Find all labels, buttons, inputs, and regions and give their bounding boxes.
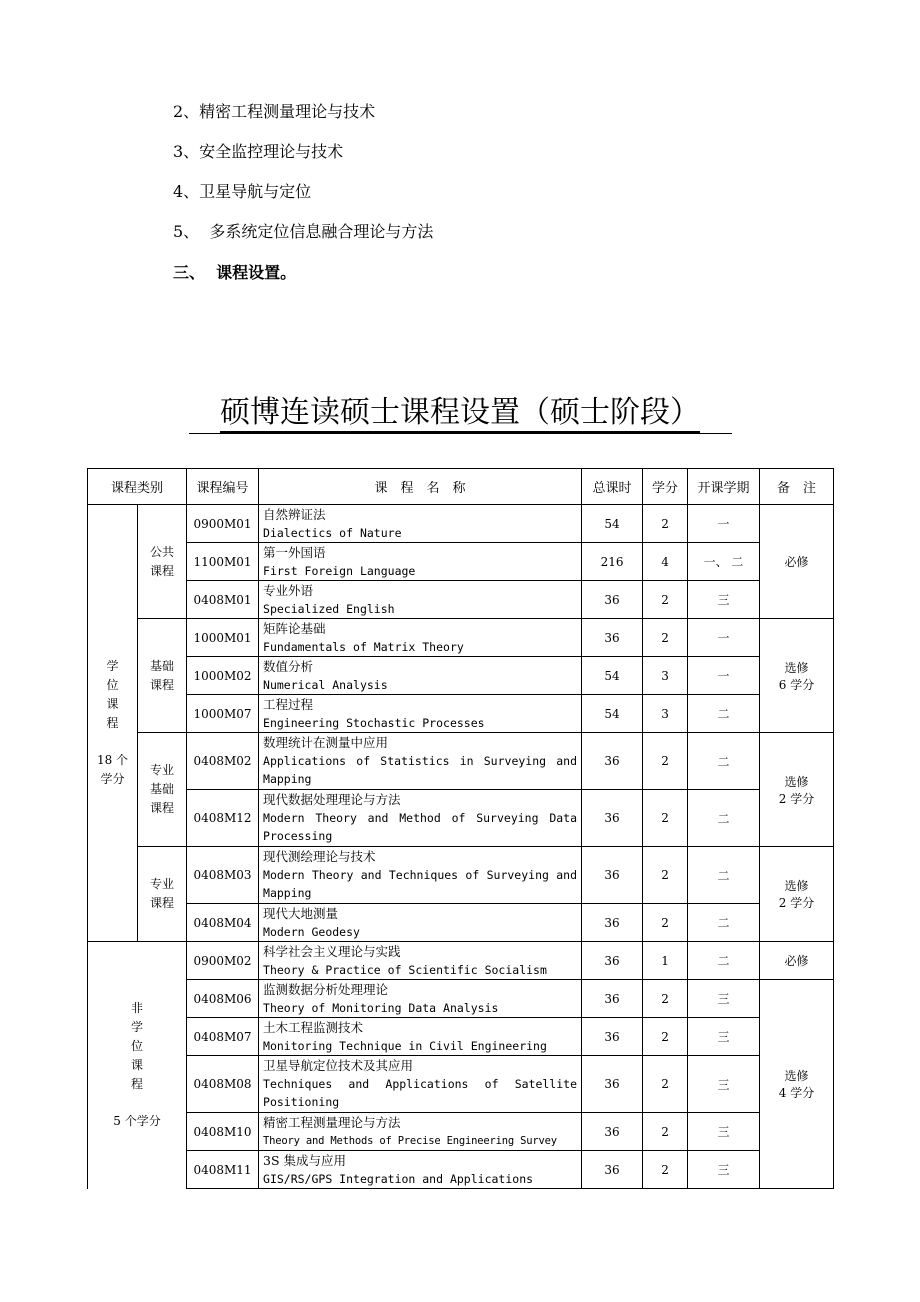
course-code: 0900M01 bbox=[187, 505, 259, 543]
intro-item-4: 4、卫星导航与定位 bbox=[173, 182, 312, 201]
table-row bbox=[88, 1151, 834, 1189]
course-code: 1000M07 bbox=[187, 695, 259, 733]
title-double-underline bbox=[189, 433, 732, 434]
course-credits: 2 bbox=[643, 505, 688, 543]
course-credits: 3 bbox=[643, 695, 688, 733]
course-hours: 36 bbox=[582, 942, 643, 980]
course-credits: 2 bbox=[643, 790, 688, 847]
course-semester: 三 bbox=[688, 1113, 760, 1151]
course-name-en: Applications of Statistics in Surveying and Mapping bbox=[263, 754, 578, 786]
course-name-zh: 工程过程 bbox=[263, 696, 314, 712]
course-name-en: Numerical Analysis bbox=[263, 677, 388, 692]
course-name-zh: 土木工程监测技术 bbox=[263, 1019, 364, 1035]
course-credits: 2 bbox=[643, 980, 688, 1018]
header-semester: 开课学期 bbox=[688, 469, 760, 505]
remark-text: 选修 bbox=[784, 660, 809, 675]
table-row bbox=[88, 543, 834, 581]
course-name-zh: 专业外语 bbox=[263, 582, 314, 598]
course-hours: 36 bbox=[582, 1151, 643, 1189]
remark-elective bbox=[760, 847, 834, 942]
table-title bbox=[0, 392, 920, 434]
course-credits: 3 bbox=[643, 657, 688, 695]
course-name-zh: 数理统计在测量中应用 bbox=[263, 735, 389, 750]
course-name-zh: 精密工程测量理论与方法 bbox=[263, 1114, 401, 1130]
course-semester: 三 bbox=[688, 1018, 760, 1056]
course-hours: 54 bbox=[582, 505, 643, 543]
cat-text: 位 bbox=[131, 1039, 144, 1054]
course-name bbox=[259, 1151, 582, 1189]
cat-text: 学 bbox=[131, 1020, 144, 1035]
course-code: 0408M11 bbox=[187, 1151, 259, 1189]
cat-text: 位 bbox=[106, 678, 119, 692]
course-name-zh: 卫星导航定位技术及其应用 bbox=[263, 1058, 414, 1073]
course-semester: 三 bbox=[688, 1151, 760, 1189]
remark-text: 4 学分 bbox=[778, 1086, 815, 1100]
course-name bbox=[259, 619, 582, 657]
course-name bbox=[259, 790, 582, 847]
course-name bbox=[259, 1018, 582, 1056]
course-name-zh: 监测数据分析处理理论 bbox=[263, 981, 389, 997]
table-row bbox=[88, 619, 834, 657]
course-name-en: Monitoring Technique in Civil Engineering bbox=[263, 1038, 547, 1053]
subcat-text: 基础 bbox=[150, 782, 175, 796]
course-hours: 36 bbox=[582, 581, 643, 619]
course-name-zh: 第一外国语 bbox=[263, 544, 326, 560]
course-hours: 36 bbox=[582, 619, 643, 657]
subcategory-prof-basic bbox=[138, 733, 187, 847]
subcat-text: 公共 bbox=[150, 544, 175, 559]
course-semester: 三 bbox=[688, 581, 760, 619]
subcat-text: 专业 bbox=[150, 877, 175, 891]
course-name-en: GIS/RS/GPS Integration and Applications bbox=[263, 1171, 534, 1186]
remark-elective bbox=[760, 619, 834, 733]
course-hours: 36 bbox=[582, 904, 643, 942]
course-semester: 二 bbox=[688, 790, 760, 847]
course-code: 0408M07 bbox=[187, 1018, 259, 1056]
remark-text: 2 学分 bbox=[778, 896, 815, 910]
course-credits: 1 bbox=[643, 942, 688, 980]
subcat-text: 课程 bbox=[150, 896, 175, 910]
course-name-zh: 科学社会主义理论与实践 bbox=[263, 943, 401, 959]
header-remark: 备 注 bbox=[760, 469, 834, 505]
course-name-zh: 数值分析 bbox=[263, 658, 314, 674]
course-hours: 54 bbox=[582, 695, 643, 733]
cat-text: 程 bbox=[106, 716, 119, 730]
course-name-en: Techniques and Applications of Satellite Positioning bbox=[263, 1077, 578, 1109]
course-credits: 2 bbox=[643, 1113, 688, 1151]
subcat-text: 基础 bbox=[150, 658, 175, 673]
table-row bbox=[88, 980, 834, 1018]
course-name bbox=[259, 904, 582, 942]
intro-item-5: 5、 多系统定位信息融合理论与方法 bbox=[173, 222, 434, 241]
course-name-zh: 矩阵论基础 bbox=[263, 620, 326, 636]
course-name bbox=[259, 581, 582, 619]
table-row bbox=[88, 695, 834, 733]
course-hours: 36 bbox=[582, 733, 643, 790]
remark-required: 必修 bbox=[760, 505, 834, 619]
course-name-en: First Foreign Language bbox=[263, 563, 416, 578]
course-name-en: Engineering Stochastic Processes bbox=[263, 715, 485, 730]
course-name-zh: 现代测绘理论与技术 bbox=[263, 849, 376, 864]
table-row bbox=[88, 1056, 834, 1113]
cat-text: 5 个学分 bbox=[113, 1114, 161, 1129]
course-name-en: Theory of Monitoring Data Analysis bbox=[263, 1000, 499, 1015]
course-credits: 2 bbox=[643, 847, 688, 904]
course-name bbox=[259, 543, 582, 581]
course-name-en: Specialized English bbox=[263, 601, 395, 616]
course-code: 1100M01 bbox=[187, 543, 259, 581]
cat-text: 学分 bbox=[100, 772, 125, 786]
course-name-zh: 3S 集成与应用 bbox=[263, 1152, 347, 1168]
header-name: 课 程 名 称 bbox=[259, 469, 582, 505]
course-name bbox=[259, 847, 582, 904]
course-name bbox=[259, 942, 582, 980]
remark-text: 选修 bbox=[784, 1069, 809, 1083]
course-semester: 一 bbox=[688, 505, 760, 543]
header-credits: 学分 bbox=[643, 469, 688, 505]
remark-elective bbox=[760, 733, 834, 847]
course-code: 1000M01 bbox=[187, 619, 259, 657]
course-credits: 2 bbox=[643, 1018, 688, 1056]
course-hours: 216 bbox=[582, 543, 643, 581]
remark-text: 选修 bbox=[784, 879, 809, 893]
course-hours: 36 bbox=[582, 980, 643, 1018]
course-credits: 2 bbox=[643, 1151, 688, 1189]
course-credits: 2 bbox=[643, 733, 688, 790]
course-code: 0900M02 bbox=[187, 942, 259, 980]
subcat-text: 专业 bbox=[150, 763, 175, 777]
course-semester: 一 bbox=[688, 657, 760, 695]
remark-text: 选修 bbox=[784, 774, 809, 789]
course-hours: 54 bbox=[582, 657, 643, 695]
course-semester: 三 bbox=[688, 1056, 760, 1113]
course-credits: 2 bbox=[643, 581, 688, 619]
remark-elective bbox=[760, 980, 834, 1189]
cat-text: 课 bbox=[131, 1058, 144, 1073]
course-semester: 二 bbox=[688, 942, 760, 980]
course-hours: 36 bbox=[582, 847, 643, 904]
subcat-text: 课程 bbox=[150, 563, 175, 578]
course-semester: 二 bbox=[688, 904, 760, 942]
course-semester: 三 bbox=[688, 980, 760, 1018]
header-hours: 总课时 bbox=[582, 469, 643, 505]
table-row bbox=[88, 942, 834, 980]
course-hours: 36 bbox=[582, 1018, 643, 1056]
course-code: 0408M02 bbox=[187, 733, 259, 790]
table-row bbox=[88, 790, 834, 847]
remark-text: 6 学分 bbox=[778, 677, 815, 692]
course-code: 0408M10 bbox=[187, 1113, 259, 1151]
course-name-zh: 现代大地测量 bbox=[263, 905, 339, 921]
course-semester: 二 bbox=[688, 733, 760, 790]
course-table bbox=[87, 468, 834, 1189]
course-code: 0408M04 bbox=[187, 904, 259, 942]
course-semester: 一 bbox=[688, 619, 760, 657]
course-name-en: Theory and Methods of Precise Engineering Survey bbox=[263, 1134, 557, 1147]
table-row bbox=[88, 847, 834, 904]
course-code: 0408M03 bbox=[187, 847, 259, 904]
course-name bbox=[259, 1113, 582, 1151]
table-header-row bbox=[88, 469, 834, 505]
course-name-en: Theory & Practice of Scientific Socialism bbox=[263, 962, 547, 977]
course-name bbox=[259, 980, 582, 1018]
course-semester: 二 bbox=[688, 847, 760, 904]
course-name-en: Fundamentals of Matrix Theory bbox=[263, 639, 464, 654]
intro-item-3: 3、安全监控理论与技术 bbox=[173, 142, 344, 161]
course-name bbox=[259, 695, 582, 733]
course-name-zh: 现代数据处理理论与方法 bbox=[263, 792, 401, 807]
remark-required: 必修 bbox=[760, 942, 834, 980]
table-title-text: 硕博连读硕士课程设置（硕士阶段） bbox=[220, 395, 700, 433]
table-row bbox=[88, 733, 834, 790]
subcat-text: 课程 bbox=[150, 677, 175, 692]
table-row bbox=[88, 904, 834, 942]
course-name bbox=[259, 505, 582, 543]
course-name bbox=[259, 733, 582, 790]
course-name bbox=[259, 1056, 582, 1113]
cat-text: 学 bbox=[106, 659, 119, 673]
cat-text: 18 个 bbox=[96, 753, 129, 767]
course-hours: 36 bbox=[582, 790, 643, 847]
category-degree-courses bbox=[88, 505, 138, 942]
cat-text: 课 bbox=[106, 697, 119, 711]
subcategory-public bbox=[138, 505, 187, 619]
header-code: 课程编号 bbox=[187, 469, 259, 505]
table-row bbox=[88, 505, 834, 543]
course-credits: 2 bbox=[643, 619, 688, 657]
section-heading: 三、 课程设置。 bbox=[173, 263, 297, 282]
course-hours: 36 bbox=[582, 1113, 643, 1151]
course-semester: 一、 二 bbox=[688, 543, 760, 581]
course-code: 0408M06 bbox=[187, 980, 259, 1018]
intro-item-2: 2、精密工程测量理论与技术 bbox=[173, 102, 376, 121]
course-code: 0408M08 bbox=[187, 1056, 259, 1113]
subcategory-prof bbox=[138, 847, 187, 942]
course-credits: 2 bbox=[643, 1056, 688, 1113]
course-hours: 36 bbox=[582, 1056, 643, 1113]
category-non-degree-courses bbox=[88, 942, 187, 1189]
remark-text: 2 学分 bbox=[778, 791, 815, 806]
course-name-en: Modern Theory and Method of Surveying Data Processing bbox=[263, 811, 578, 843]
table-row bbox=[88, 581, 834, 619]
table-row bbox=[88, 1113, 834, 1151]
course-code: 0408M01 bbox=[187, 581, 259, 619]
subcategory-basic bbox=[138, 619, 187, 733]
course-code: 0408M12 bbox=[187, 790, 259, 847]
table-row bbox=[88, 657, 834, 695]
course-semester: 二 bbox=[688, 695, 760, 733]
course-credits: 4 bbox=[643, 543, 688, 581]
course-name-zh: 自然辨证法 bbox=[263, 506, 326, 522]
course-name-en: Dialectics of Nature bbox=[263, 525, 402, 540]
subcat-text: 课程 bbox=[150, 801, 175, 815]
cat-text: 程 bbox=[131, 1077, 144, 1092]
table-row bbox=[88, 1018, 834, 1056]
cat-text: 非 bbox=[131, 1001, 144, 1016]
course-credits: 2 bbox=[643, 904, 688, 942]
course-name-en: Modern Geodesy bbox=[263, 924, 360, 939]
header-category: 课程类别 bbox=[88, 469, 187, 505]
course-code: 1000M02 bbox=[187, 657, 259, 695]
course-name-en: Modern Theory and Techniques of Surveying and Mapping bbox=[263, 868, 578, 900]
course-name bbox=[259, 657, 582, 695]
